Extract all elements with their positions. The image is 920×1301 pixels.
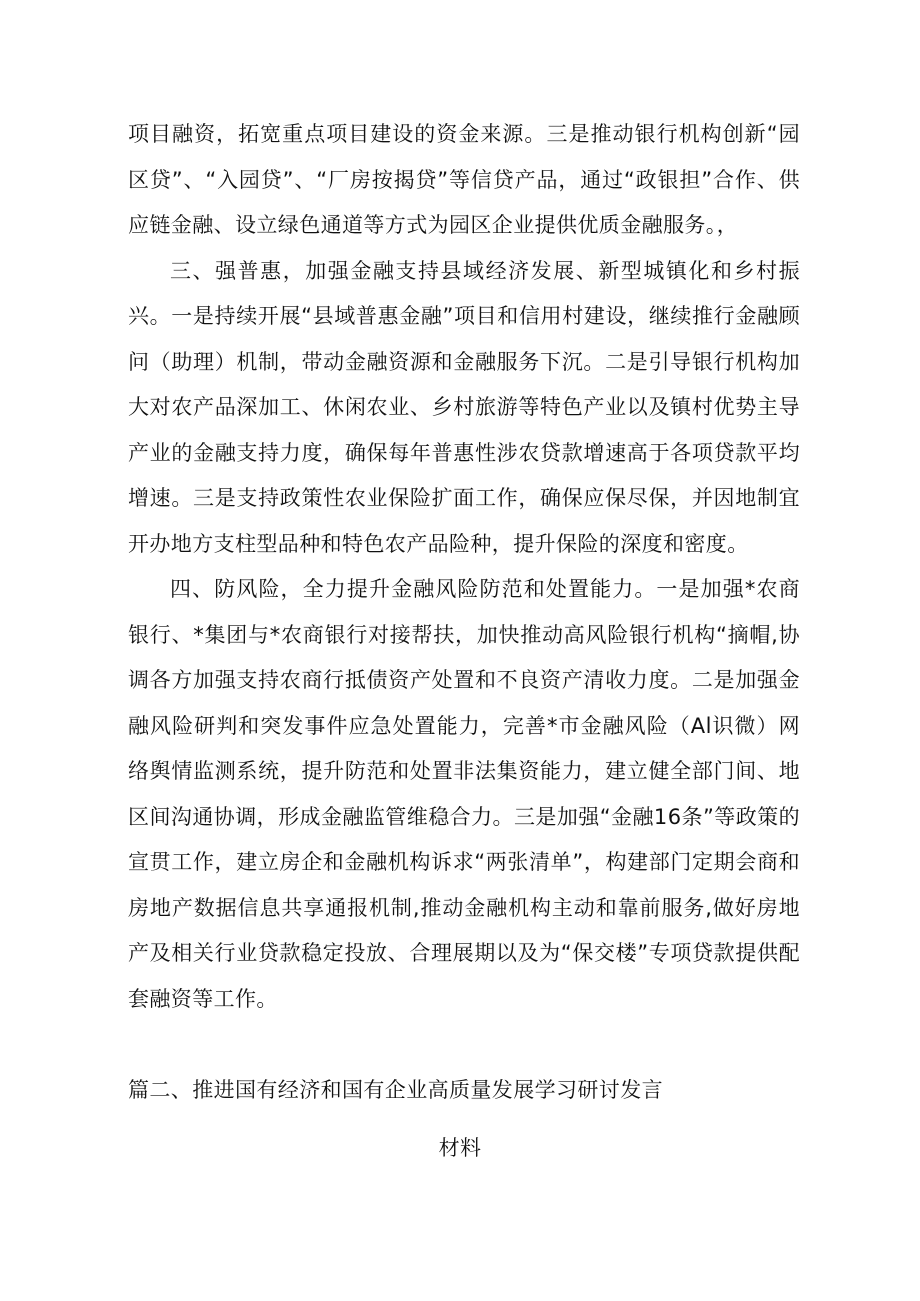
- paragraph-section-three: 三、强普惠，加强金融支持县域经济发展、新型城镇化和乡村振兴。一是持续开展“县域普惠金融”项目和信用村建设，继续推行金融顾问（助理）机制，带动金融资源和金融服务下沉。二是引导银行机构加大对农产品深加工、休闲农业、乡村旅游等特色产业以及镇村优势主导产业的金融支持力度，确保每年普惠性涉农贷款增速高于各项贷款平均增速。三是支持政策性农业保险扩面工作，确保应保尽保，并因地制宜开办地方支柱型品种和特色农产品险种，提升保险的深度和密度。: [128, 258, 800, 556]
- document-body: [128, 112, 800, 1022]
- paragraph-continuation: 项目融资，拓宽重点项目建设的资金来源。三是推动银行机构创新“园区贷”、“入园贷”、“厂房按揭贷”等信贷产品，通过“政银担”合作、供应链金融、设立绿色通道等方式为园区企业提供优质金融服务。，: [128, 122, 800, 237]
- section-subtitle: 材料: [438, 1136, 482, 1160]
- paragraph-section-four: 四、防风险，全力提升金融风险防范和处置能力。一是加强*农商银行、*集团与*农商银行对接帮扶，加快推动高风险银行机构“摘帽,协调各方加强支持农商行抵债资产处置和不良资产清收力度。二是加强金融风险研判和突发事件应急处置能力，完善*市金融风险（Al识微）网络舆情监测系统，提升防范和处置非法集资能力，建立健全部门间、地区间沟通协调，形成金融监管维稳合力。三是加强“金融16条”等政策的宣贯工作，建立房企和金融机构诉求“两张清单”，构建部门定期会商和房地产数据信息共享通报机制,推动金融机构主动和靠前服务,做好房地产及相关行业贷款稳定投放、合理展期以及为“保交楼”专项贷款提供配套融资等工作。: [128, 577, 800, 1011]
- section-title: 篇二、推进国有经济和国有企业高质量发展学习研讨发言: [128, 1078, 663, 1102]
